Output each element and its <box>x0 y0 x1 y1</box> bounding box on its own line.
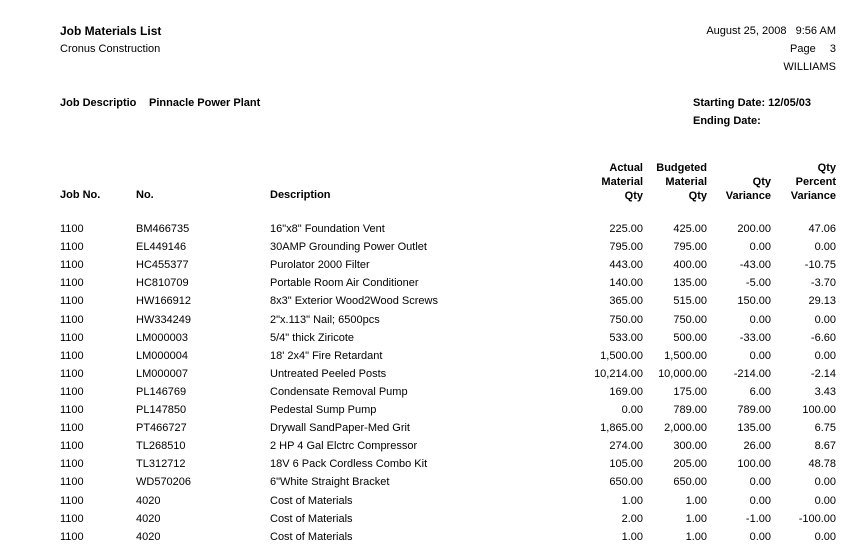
description-cell: 18V 6 Pack Cordless Combo Kit <box>270 458 428 470</box>
description-cell: 5/4" thick Ziricote <box>270 332 354 344</box>
col-header-description: Description <box>270 189 331 201</box>
description-cell: 16"x8" Foundation Vent <box>270 223 385 235</box>
percent-variance-cell: 0.00 <box>814 314 836 326</box>
qty-variance-cell: 0.00 <box>749 495 771 507</box>
percent-variance-cell: 0.00 <box>814 350 836 362</box>
job-description-value: Pinnacle Power Plant <box>149 97 261 109</box>
actual-qty-cell: 105.00 <box>609 458 643 470</box>
budgeted-qty-cell: 135.00 <box>673 277 707 289</box>
actual-qty-cell: 1,865.00 <box>600 422 643 434</box>
item-no-cell: 4020 <box>136 531 161 543</box>
job-no-cell: 1100 <box>60 513 84 525</box>
budgeted-qty-cell: 2,000.00 <box>664 422 707 434</box>
description-cell: Pedestal Sump Pump <box>270 404 377 416</box>
budgeted-qty-cell: 1,500.00 <box>664 350 707 362</box>
job-no-cell: 1100 <box>60 386 84 398</box>
percent-variance-cell: 0.00 <box>814 241 836 253</box>
percent-variance-cell: -100.00 <box>798 513 836 525</box>
table-row <box>0 458 867 476</box>
description-cell: Cost of Materials <box>270 531 353 543</box>
qty-variance-cell: 6.00 <box>749 386 771 398</box>
table-row <box>0 332 867 350</box>
qty-variance-cell: -43.00 <box>739 259 771 271</box>
page-label: Page <box>790 43 816 55</box>
budgeted-qty-cell: 1.00 <box>685 531 707 543</box>
item-no-cell: TL312712 <box>136 458 186 470</box>
job-no-cell: 1100 <box>60 350 84 362</box>
job-no-cell: 1100 <box>60 295 84 307</box>
item-no-cell: LM000003 <box>136 332 188 344</box>
description-cell: 2 HP 4 Gal Elctrc Compressor <box>270 440 418 452</box>
qty-variance-cell: 100.00 <box>737 458 771 470</box>
job-no-cell: 1100 <box>60 277 84 289</box>
report-title: Job Materials List <box>60 24 162 38</box>
qty-variance-cell: 0.00 <box>749 314 771 326</box>
description-cell: Purolator 2000 Filter <box>270 259 370 271</box>
page-number: 3 <box>829 43 836 55</box>
qty-variance-cell: 150.00 <box>737 295 771 307</box>
table-row <box>0 350 867 368</box>
table-row <box>0 223 867 241</box>
table-row <box>0 531 867 549</box>
job-no-cell: 1100 <box>60 495 84 507</box>
job-no-cell: 1100 <box>60 458 84 470</box>
actual-qty-cell: 650.00 <box>609 476 643 488</box>
description-cell: Cost of Materials <box>270 513 353 525</box>
job-description-label: Job Descriptio <box>60 97 137 109</box>
description-cell: Drywall SandPaper-Med Grit <box>270 422 410 434</box>
actual-qty-cell: 795.00 <box>609 241 643 253</box>
col-header-job-no: Job No. <box>60 189 101 201</box>
job-no-cell: 1100 <box>60 241 84 253</box>
job-no-cell: 1100 <box>60 332 84 344</box>
description-cell: Untreated Peeled Posts <box>270 368 387 380</box>
job-no-cell: 1100 <box>60 531 84 543</box>
budgeted-qty-cell: 10,000.00 <box>658 368 707 380</box>
table-row <box>0 404 867 422</box>
budgeted-qty-cell: 515.00 <box>673 295 707 307</box>
qty-variance-cell: -33.00 <box>739 332 771 344</box>
actual-qty-cell: 533.00 <box>609 332 643 344</box>
qty-variance-cell: 135.00 <box>737 422 771 434</box>
job-no-cell: 1100 <box>60 476 84 488</box>
actual-qty-cell: 1.00 <box>621 495 643 507</box>
budgeted-qty-cell: 400.00 <box>673 259 707 271</box>
budgeted-qty-cell: 300.00 <box>673 440 707 452</box>
description-cell: 18' 2x4" Fire Retardant <box>270 350 383 362</box>
actual-qty-cell: 10,214.00 <box>594 368 643 380</box>
actual-qty-cell: 1.00 <box>621 531 643 543</box>
item-no-cell: PL147850 <box>136 404 187 416</box>
qty-variance-cell: 26.00 <box>743 440 771 452</box>
budgeted-qty-cell: 1.00 <box>685 495 707 507</box>
budgeted-qty-cell: 750.00 <box>673 314 707 326</box>
starting-date: Starting Date: 12/05/03 <box>693 97 811 109</box>
item-no-cell: WD570206 <box>136 476 192 488</box>
percent-variance-cell: 100.00 <box>802 404 836 416</box>
percent-variance-cell: 8.67 <box>814 440 836 452</box>
item-no-cell: HW334249 <box>136 314 192 326</box>
ending-date: Ending Date: <box>693 115 761 127</box>
description-cell: 2"x.113" Nail; 6500pcs <box>270 314 380 326</box>
actual-qty-cell: 2.00 <box>621 513 643 525</box>
col-header-qty-variance: Qty Variance <box>725 176 771 202</box>
percent-variance-cell: 48.78 <box>808 458 836 470</box>
qty-variance-cell: 0.00 <box>749 241 771 253</box>
actual-qty-cell: 1,500.00 <box>600 350 643 362</box>
percent-variance-cell: 0.00 <box>814 531 836 543</box>
item-no-cell: 4020 <box>136 495 161 507</box>
budgeted-qty-cell: 789.00 <box>673 404 707 416</box>
actual-qty-cell: 443.00 <box>609 259 643 271</box>
job-no-cell: 1100 <box>60 440 84 452</box>
table-row <box>0 295 867 313</box>
percent-variance-cell: 29.13 <box>808 295 836 307</box>
item-no-cell: TL268510 <box>136 440 186 452</box>
qty-variance-cell: 0.00 <box>749 476 771 488</box>
job-no-cell: 1100 <box>60 314 84 326</box>
item-no-cell: 4020 <box>136 513 161 525</box>
description-cell: 8x3" Exterior Wood2Wood Screws <box>270 295 438 307</box>
col-header-budgeted-qty: Budgeted Material Qty <box>656 162 707 202</box>
col-header-no: No. <box>136 189 154 201</box>
percent-variance-cell: -3.70 <box>810 277 836 289</box>
item-no-cell: EL449146 <box>136 241 187 253</box>
description-cell: Condensate Removal Pump <box>270 386 408 398</box>
description-cell: Portable Room Air Conditioner <box>270 277 419 289</box>
description-cell: 6"White Straight Bracket <box>270 476 390 488</box>
qty-variance-cell: 0.00 <box>749 531 771 543</box>
budgeted-qty-cell: 425.00 <box>673 223 707 235</box>
percent-variance-cell: -10.75 <box>804 259 836 271</box>
job-no-cell: 1100 <box>60 422 84 434</box>
table-row <box>0 495 867 513</box>
table-row <box>0 277 867 295</box>
description-cell: 30AMP Grounding Power Outlet <box>270 241 427 253</box>
col-header-percent-variance: Qty Percent Variance <box>790 162 836 202</box>
percent-variance-cell: 0.00 <box>814 476 836 488</box>
report-date-time: August 25, 2008 9:56 AM <box>706 25 836 37</box>
table-row <box>0 314 867 332</box>
table-row <box>0 476 867 494</box>
qty-variance-cell: -1.00 <box>745 513 771 525</box>
item-no-cell: LM000007 <box>136 368 188 380</box>
description-cell: Cost of Materials <box>270 495 353 507</box>
job-no-cell: 1100 <box>60 259 84 271</box>
actual-qty-cell: 274.00 <box>609 440 643 452</box>
actual-qty-cell: 169.00 <box>609 386 643 398</box>
col-header-actual-qty: Actual Material Qty <box>601 162 643 202</box>
item-no-cell: PL146769 <box>136 386 187 398</box>
report-user: WILLIAMS <box>783 61 836 73</box>
budgeted-qty-cell: 500.00 <box>673 332 707 344</box>
job-no-cell: 1100 <box>60 368 84 380</box>
actual-qty-cell: 750.00 <box>609 314 643 326</box>
actual-qty-cell: 140.00 <box>609 277 643 289</box>
qty-variance-cell: 789.00 <box>737 404 771 416</box>
item-no-cell: PT466727 <box>136 422 187 434</box>
actual-qty-cell: 365.00 <box>609 295 643 307</box>
qty-variance-cell: 0.00 <box>749 350 771 362</box>
percent-variance-cell: 47.06 <box>808 223 836 235</box>
table-row <box>0 259 867 277</box>
table-row <box>0 368 867 386</box>
item-no-cell: BM466735 <box>136 223 190 235</box>
table-row <box>0 241 867 259</box>
table-row <box>0 386 867 404</box>
actual-qty-cell: 0.00 <box>621 404 643 416</box>
item-no-cell: HC455377 <box>136 259 189 271</box>
item-no-cell: LM000004 <box>136 350 188 362</box>
budgeted-qty-cell: 1.00 <box>685 513 707 525</box>
percent-variance-cell: 6.75 <box>814 422 836 434</box>
table-row <box>0 513 867 531</box>
percent-variance-cell: -6.60 <box>810 332 836 344</box>
item-no-cell: HW166912 <box>136 295 192 307</box>
company-name: Cronus Construction <box>60 43 161 55</box>
percent-variance-cell: -2.14 <box>810 368 836 380</box>
table-row <box>0 440 867 458</box>
job-no-cell: 1100 <box>60 404 84 416</box>
percent-variance-cell: 0.00 <box>814 495 836 507</box>
qty-variance-cell: -5.00 <box>745 277 771 289</box>
budgeted-qty-cell: 650.00 <box>673 476 707 488</box>
table-row <box>0 422 867 440</box>
qty-variance-cell: -214.00 <box>733 368 771 380</box>
budgeted-qty-cell: 205.00 <box>673 458 707 470</box>
budgeted-qty-cell: 175.00 <box>673 386 707 398</box>
qty-variance-cell: 200.00 <box>737 223 771 235</box>
percent-variance-cell: 3.43 <box>814 386 836 398</box>
job-no-cell: 1100 <box>60 223 84 235</box>
actual-qty-cell: 225.00 <box>609 223 643 235</box>
item-no-cell: HC810709 <box>136 277 189 289</box>
budgeted-qty-cell: 795.00 <box>673 241 707 253</box>
